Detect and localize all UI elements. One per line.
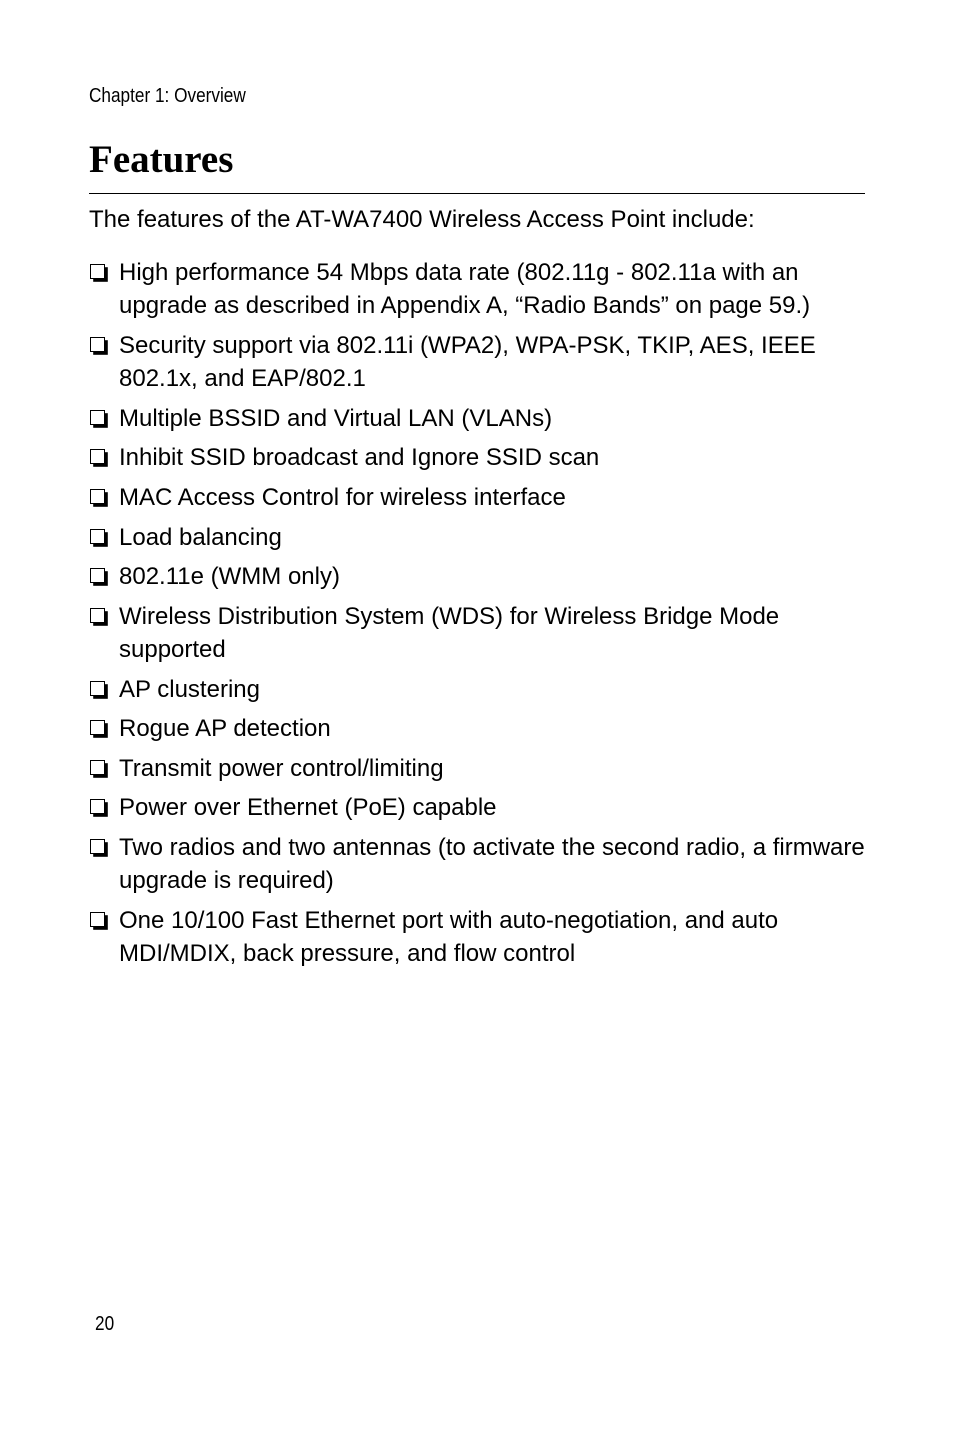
list-item-text: 802.11e (WMM only) (119, 563, 340, 591)
checkbox-icon (90, 760, 105, 775)
list-item (89, 600, 865, 667)
list-item-text: Security support via 802.11i (WPA2), WPA-PSK, TKIP, AES, IEEE 802.1x, and EAP/802.1 (119, 331, 816, 393)
list-item (89, 752, 865, 785)
list-item (89, 402, 865, 435)
list-item-text: Inhibit SSID broadcast and Ignore SSID scan (119, 444, 600, 472)
list-item (89, 441, 865, 474)
checkbox-icon (90, 529, 105, 544)
list-item-text: Wireless Distribution System (WDS) for Wireless Bridge Mode supported (119, 602, 780, 664)
checkbox-icon (90, 839, 105, 854)
list-item-text: MAC Access Control for wireless interface (119, 483, 566, 511)
list-item-text: Load balancing (119, 523, 282, 551)
checkbox-icon (90, 449, 105, 464)
list-item (89, 329, 865, 396)
checkbox-icon (90, 489, 105, 504)
list-item-text: AP clustering (119, 675, 260, 703)
title-divider (89, 193, 865, 194)
list-item (89, 560, 865, 593)
checkbox-icon (90, 799, 105, 814)
list-item-text: Rogue AP detection (119, 715, 331, 743)
running-header: Chapter 1: Overview (89, 85, 246, 107)
checkbox-icon (90, 681, 105, 696)
list-item-text: Multiple BSSID and Virtual LAN (VLANs) (119, 404, 553, 432)
list-item (89, 521, 865, 554)
list-item-text: One 10/100 Fast Ethernet port with auto-negotiation, and auto MDI/MDIX, back pressure, and flow control (119, 906, 779, 968)
page-number: 20 (95, 1313, 115, 1335)
checkbox-icon (90, 912, 105, 927)
list-item (89, 481, 865, 514)
checkbox-icon (90, 720, 105, 735)
feature-list (89, 256, 865, 977)
list-item-text: Transmit power control/limiting (119, 754, 444, 782)
checkbox-icon (90, 608, 105, 623)
list-item (89, 831, 865, 898)
list-item (89, 791, 865, 824)
checkbox-icon (90, 264, 105, 279)
intro-paragraph: The features of the AT-WA7400 Wireless Access Point include: (89, 206, 755, 233)
list-item (89, 673, 865, 706)
checkbox-icon (90, 568, 105, 583)
list-item-text: High performance 54 Mbps data rate (802.11g - 802.11a with an upgrade as described in Appendix A, “Radio Bands” on page 59.) (119, 259, 811, 320)
list-item (89, 712, 865, 745)
list-item-text: Two radios and two antennas (to activate the second radio, a firmware upgrade is required) (119, 834, 865, 895)
checkbox-icon (90, 337, 105, 352)
list-item (89, 904, 865, 971)
list-item (89, 256, 865, 323)
checkbox-icon (90, 410, 105, 425)
page-title: Features (89, 138, 234, 181)
list-item-text: Power over Ethernet (PoE) capable (119, 794, 497, 822)
